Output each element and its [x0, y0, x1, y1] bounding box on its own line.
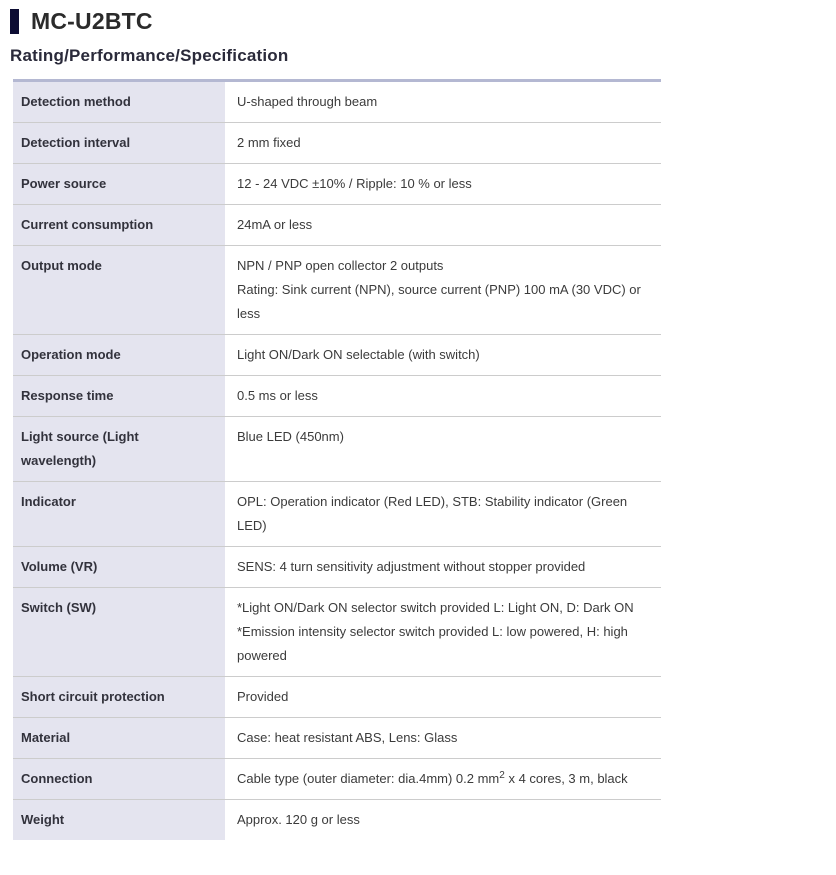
spec-label: Indicator: [13, 482, 225, 547]
spec-label: Detection method: [13, 81, 225, 123]
spec-row: [13, 164, 661, 205]
spec-row: [13, 547, 661, 588]
spec-label: Current consumption: [13, 205, 225, 246]
spec-row: [13, 123, 661, 164]
spec-label: Short circuit protection: [13, 677, 225, 718]
spec-value: [225, 164, 661, 205]
spec-value-line: U-shaped through beam: [237, 94, 378, 109]
spec-value: [225, 677, 661, 718]
spec-value-line: Blue LED (450nm): [237, 429, 344, 444]
spec-label: Connection: [13, 759, 225, 800]
spec-row: [13, 588, 661, 677]
spec-row: [13, 718, 661, 759]
page-title-row: [10, 7, 836, 35]
spec-row: [13, 335, 661, 376]
spec-value-line: Light ON/Dark ON selectable (with switch): [237, 347, 480, 362]
spec-value-line: SENS: 4 turn sensitivity adjustment without stopper provided: [237, 559, 586, 574]
spec-value: [225, 123, 661, 164]
spec-label: Detection interval: [13, 123, 225, 164]
spec-value-line: 24mA or less: [237, 217, 313, 232]
spec-label: Power source: [13, 164, 225, 205]
spec-value: [225, 718, 661, 759]
spec-label: Switch (SW): [13, 588, 225, 677]
section-heading: Rating/Performance/Specification: [10, 46, 289, 65]
spec-label: Volume (VR): [13, 547, 225, 588]
spec-row: [13, 482, 661, 547]
spec-value-line: Provided: [237, 689, 289, 704]
spec-row: [13, 417, 661, 482]
spec-value: [225, 335, 661, 376]
spec-label: Output mode: [13, 246, 225, 335]
spec-value-line: Rating: Sink current (NPN), source current (PNP) 100 mA (30 VDC) or less: [237, 282, 641, 321]
spec-value: [225, 800, 661, 841]
spec-value-line: 2 mm fixed: [237, 135, 301, 150]
spec-value: [225, 376, 661, 417]
spec-value-line: *Light ON/Dark ON selector switch provided L: Light ON, D: Dark ON: [237, 600, 634, 615]
spec-value: [225, 205, 661, 246]
spec-label: Light source (Light wavelength): [13, 417, 225, 482]
spec-value-line: NPN / PNP open collector 2 outputs: [237, 258, 444, 273]
spec-label: Response time: [13, 376, 225, 417]
spec-label: Operation mode: [13, 335, 225, 376]
spec-table-body: [13, 81, 661, 841]
spec-value: [225, 588, 661, 677]
spec-row: [13, 376, 661, 417]
spec-value: [225, 547, 661, 588]
spec-value-line: 12 - 24 VDC ±10% / Ripple: 10 % or less: [237, 176, 472, 191]
spec-row: [13, 677, 661, 718]
spec-label: Material: [13, 718, 225, 759]
spec-value: [225, 417, 661, 482]
spec-value: [225, 759, 661, 800]
spec-label: Weight: [13, 800, 225, 841]
spec-value: [225, 482, 661, 547]
spec-row: [13, 205, 661, 246]
spec-value: [225, 81, 661, 123]
spec-value-line: OPL: Operation indicator (Red LED), STB: Stability indicator (Green LED): [237, 494, 628, 533]
spec-value-line: Approx. 120 g or less: [237, 812, 360, 827]
spec-value: [225, 246, 661, 335]
spec-value-line: 0.5 ms or less: [237, 388, 318, 403]
spec-table: [13, 79, 661, 840]
spec-row: [13, 800, 661, 841]
spec-row: [13, 759, 661, 800]
title-accent-bar: [10, 9, 19, 34]
spec-row: [13, 81, 661, 123]
spec-row: [13, 246, 661, 335]
spec-value-line: Case: heat resistant ABS, Lens: Glass: [237, 730, 458, 745]
spec-value-line: Cable type (outer diameter: dia.4mm) 0.2 $mm^2$ x 4 cores, 3 m, black: [237, 770, 628, 786]
spec-value-line: *Emission intensity selector switch provided L: low powered, H: high powered: [237, 624, 628, 663]
page-title: MC-U2BTC: [31, 7, 153, 34]
